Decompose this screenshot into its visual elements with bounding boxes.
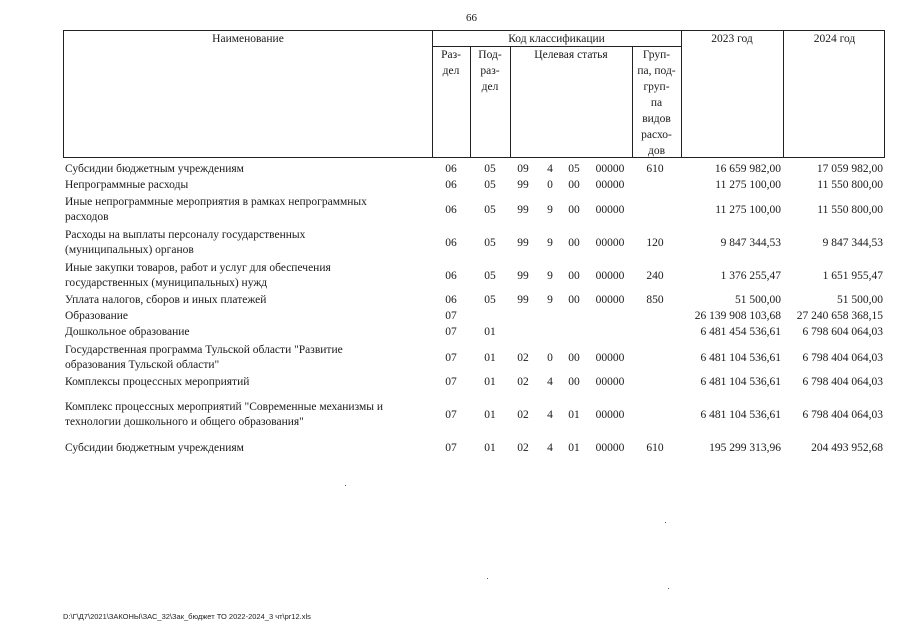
row-section: 07 [445, 442, 457, 454]
row-expense-group: 610 [646, 442, 664, 454]
row-target-type: 9 [547, 270, 553, 282]
row-name: Образование [65, 310, 129, 322]
row-subsection: 01 [484, 442, 496, 454]
row-target-subprogram: 01 [568, 409, 580, 421]
row-target-type: 4 [547, 409, 553, 421]
scan-speck [487, 578, 488, 579]
row-amount-2023: 11 275 100,00 [715, 204, 781, 216]
row-expense-group: 240 [646, 270, 664, 282]
row-amount-2024: 51 500,00 [837, 294, 883, 306]
scan-speck [665, 522, 666, 523]
row-amount-2023: 11 275 100,00 [715, 179, 781, 191]
row-target-subprogram: 01 [568, 442, 580, 454]
row-target-subprogram: 00 [568, 179, 580, 191]
row-target-direction: 00000 [595, 204, 625, 216]
row-target-program: 99 [517, 237, 529, 249]
row-name: Комплекс процессных мероприятий "Современные механизмы и технологии дошкольного и общего образования" [65, 401, 383, 428]
row-subsection: 05 [484, 294, 496, 306]
row-section: 07 [445, 376, 457, 388]
row-section: 06 [445, 294, 457, 306]
row-section: 07 [445, 409, 457, 421]
row-name: Непрограммные расходы [65, 179, 189, 191]
row-amount-2024: 204 493 952,68 [811, 442, 883, 454]
row-subsection: 05 [484, 179, 496, 191]
row-target-type: 9 [547, 294, 553, 306]
row-target-type: 9 [547, 204, 553, 216]
page-number: 66 [466, 12, 477, 24]
row-amount-2023: 6 481 454 536,61 [700, 326, 781, 338]
row-target-type: 4 [547, 442, 553, 454]
row-amount-2024: 11 550 800,00 [817, 204, 883, 216]
row-target-program: 99 [517, 204, 529, 216]
row-section: 06 [445, 237, 457, 249]
row-amount-2023: 1 376 255,47 [720, 270, 781, 282]
row-name: Дошкольное образование [65, 326, 190, 338]
row-subsection: 05 [484, 237, 496, 249]
file-path-footer: D:\Г\Д7\2021\ЗАКОНЫ\ЗАС_32\Зак_бюджет ТО 2022-2024_3 чт\pr12.xls [63, 612, 311, 621]
row-subsection: 05 [484, 204, 496, 216]
row-subsection: 05 [484, 270, 496, 282]
row-target-type: 0 [547, 352, 553, 364]
row-name: Субсидии бюджетным учреждениям [65, 442, 244, 454]
scan-speck [668, 588, 669, 589]
row-section: 06 [445, 179, 457, 191]
row-amount-2023: 6 481 104 536,61 [700, 409, 781, 421]
row-target-type: 0 [547, 179, 553, 191]
row-name: Расходы на выплаты персоналу государственных (муниципальных) органов [65, 229, 306, 256]
row-section: 07 [445, 310, 457, 322]
row-amount-2023: 6 481 104 536,61 [700, 352, 781, 364]
row-section: 07 [445, 326, 457, 338]
row-target-subprogram: 00 [568, 237, 580, 249]
row-target-subprogram: 00 [568, 376, 580, 388]
header-year-2023: 2023 год [711, 33, 753, 45]
row-amount-2024: 9 847 344,53 [822, 237, 883, 249]
row-target-program: 09 [517, 163, 529, 175]
table-header [63, 30, 885, 158]
row-amount-2023: 6 481 104 536,61 [700, 376, 781, 388]
header-name: Наименование [212, 33, 284, 45]
row-name: Уплата налогов, сборов и иных платежей [65, 294, 267, 306]
row-amount-2024: 11 550 800,00 [817, 179, 883, 191]
row-expense-group: 610 [646, 163, 664, 175]
row-subsection: 01 [484, 376, 496, 388]
row-amount-2023: 195 299 313,96 [709, 442, 781, 454]
row-target-program: 99 [517, 294, 529, 306]
row-target-subprogram: 00 [568, 352, 580, 364]
row-expense-group: 850 [646, 294, 664, 306]
row-target-direction: 00000 [595, 376, 625, 388]
row-target-subprogram: 00 [568, 270, 580, 282]
row-section: 06 [445, 270, 457, 282]
row-name: Государственная программа Тульской области "Развитие образования Тульской области" [65, 344, 343, 371]
row-target-program: 02 [517, 352, 529, 364]
row-amount-2023: 16 659 982,00 [714, 163, 781, 175]
row-target-direction: 00000 [595, 409, 625, 421]
row-target-type: 9 [547, 237, 553, 249]
row-target-direction: 00000 [595, 442, 625, 454]
row-amount-2024: 6 798 404 064,03 [802, 376, 883, 388]
row-target-subprogram: 00 [568, 204, 580, 216]
row-target-program: 02 [517, 376, 529, 388]
row-subsection: 01 [484, 409, 496, 421]
header-target-article: Целевая статья [534, 49, 608, 61]
row-amount-2024: 27 240 658 368,15 [796, 310, 883, 322]
row-section: 07 [445, 352, 457, 364]
row-target-direction: 00000 [595, 237, 625, 249]
row-amount-2023: 51 500,00 [735, 294, 781, 306]
scan-speck [345, 485, 346, 486]
row-expense-group: 120 [646, 237, 664, 249]
header-subsection: Под- раз- дел [478, 49, 502, 93]
row-subsection: 01 [484, 352, 496, 364]
row-name: Иные закупки товаров, работ и услуг для обеспечения государственных (муниципальных) нужд [65, 262, 331, 289]
row-name: Комплексы процессных мероприятий [65, 376, 250, 388]
row-target-type: 4 [547, 163, 553, 175]
row-target-direction: 00000 [595, 179, 625, 191]
row-amount-2024: 6 798 404 064,03 [802, 409, 883, 421]
row-target-program: 02 [517, 409, 529, 421]
header-expense-group: Груп- па, под- груп- па видов расхо- дов [637, 49, 676, 157]
row-name: Иные непрограммные мероприятия в рамках непрограммных расходов [65, 196, 367, 223]
row-subsection: 05 [484, 163, 496, 175]
row-amount-2024: 1 651 955,47 [822, 270, 883, 282]
header-year-2024: 2024 год [813, 33, 856, 45]
row-target-type: 4 [547, 376, 553, 388]
row-amount-2024: 17 059 982,00 [816, 163, 883, 175]
header-code-group: Код классификации [508, 33, 605, 45]
row-section: 06 [445, 163, 457, 175]
row-name: Субсидии бюджетным учреждениям [65, 163, 244, 175]
row-section: 06 [445, 204, 457, 216]
row-target-direction: 00000 [595, 270, 625, 282]
row-target-direction: 00000 [595, 352, 625, 364]
row-target-program: 99 [517, 270, 529, 282]
row-target-direction: 00000 [595, 163, 625, 175]
row-amount-2023: 9 847 344,53 [720, 237, 781, 249]
row-target-program: 99 [517, 179, 529, 191]
header-section: Раз- дел [441, 49, 461, 77]
row-amount-2024: 6 798 604 064,03 [802, 326, 883, 338]
row-target-subprogram: 00 [568, 294, 580, 306]
row-target-direction: 00000 [595, 294, 625, 306]
row-target-program: 02 [517, 442, 529, 454]
row-amount-2024: 6 798 404 064,03 [802, 352, 883, 364]
row-target-subprogram: 05 [568, 163, 580, 175]
row-amount-2023: 26 139 908 103,68 [694, 310, 781, 322]
row-subsection: 01 [484, 326, 496, 338]
